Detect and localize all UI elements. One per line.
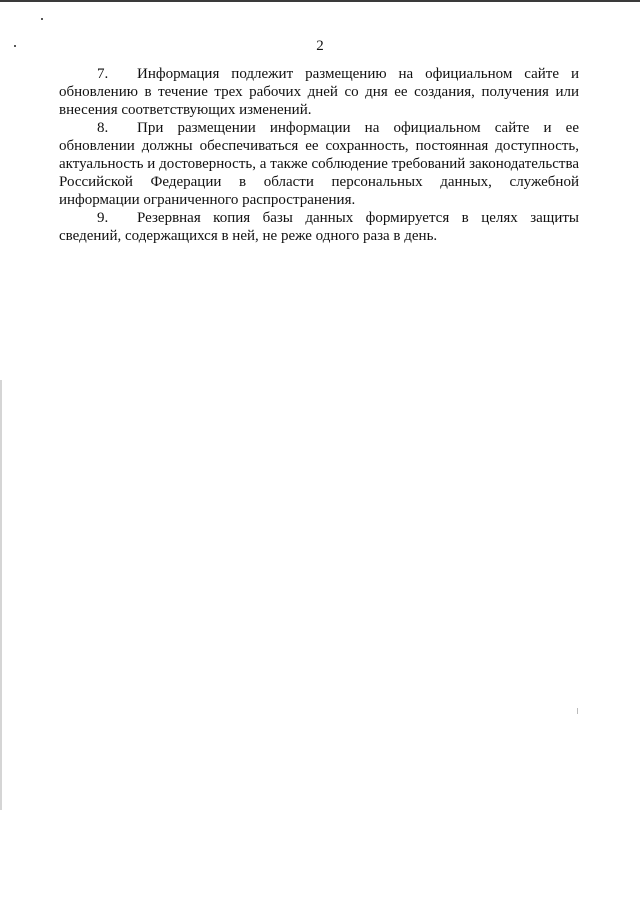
- scan-mark: [577, 708, 578, 714]
- scan-top-edge: [0, 0, 640, 2]
- paragraph-number: 9.: [97, 210, 109, 226]
- paragraph-number: 8.: [97, 120, 109, 136]
- paragraph-number: 7.: [97, 66, 109, 82]
- scan-speck: [41, 18, 43, 20]
- paragraph-text: Резервная копия базы данных формируется в целях защиты сведений, содержащихся в ней, не реже одного раза в день.: [59, 210, 579, 244]
- document-body: [59, 65, 579, 245]
- paragraph-7: [59, 65, 579, 119]
- page-number: 2: [316, 38, 324, 54]
- paragraph-text: Информация подлежит размещению на официальном сайте и обновлению в течение трех рабочих дней со дня ее создания, получения или внесения соответствующих изменений.: [59, 66, 579, 118]
- paragraph-9: [59, 209, 579, 245]
- paragraph-8: [59, 119, 579, 209]
- scan-left-edge: [0, 380, 2, 810]
- paragraph-text: При размещении информации на официальном сайте и ее обновлении должны обеспечиваться ее сохранность, постоянная доступность, актуальность и достоверность, а также соблюдение требований законодательства Российской Федерации в области персональных данных, служебной информации ограниченного распространения.: [59, 120, 579, 208]
